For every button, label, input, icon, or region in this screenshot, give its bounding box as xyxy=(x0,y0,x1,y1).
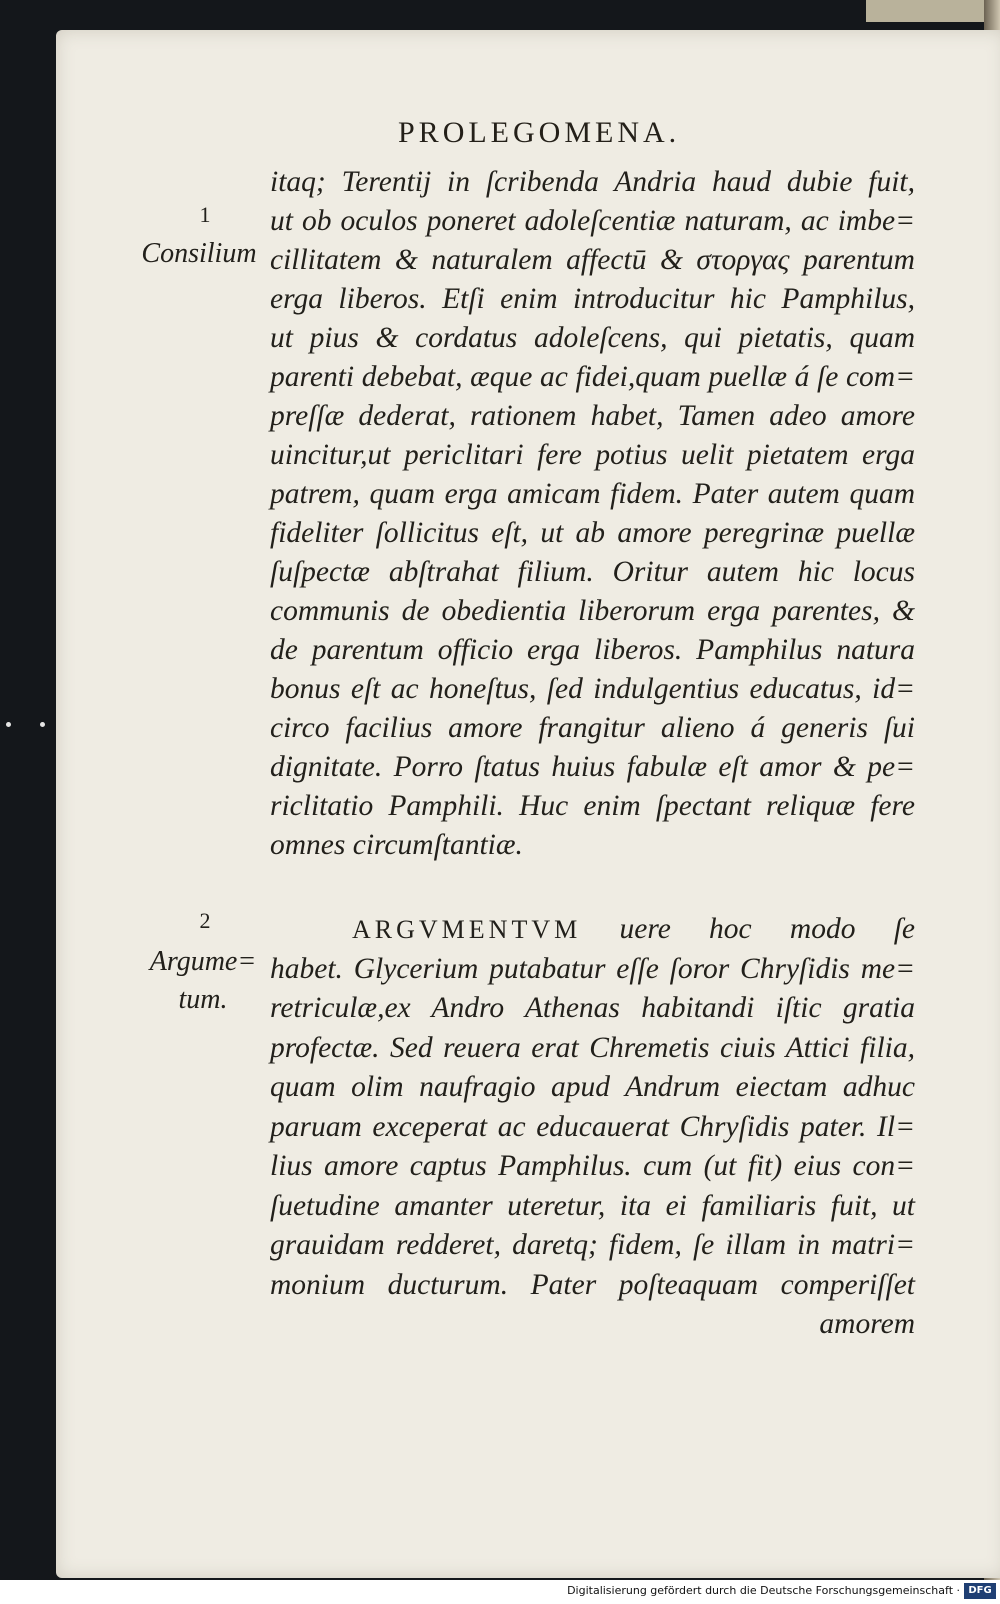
margin-note-number: 1 xyxy=(199,202,211,227)
text-line: ſuetudine amanter uteretur, ita ei familiaris fuit, ut xyxy=(270,1189,915,1222)
text-line: dignitate. Porro ſtatus huius fabulæ eſt amor & pe= xyxy=(270,751,915,783)
text-line: bonus eſt ac honeſtus, ſed indulgentius educatus, id= xyxy=(270,673,915,705)
text-line: riclitatio Pamphili. Huc enim ſpectant reliquæ fere xyxy=(270,790,915,822)
text-line: parenti debebat, æque ac fidei,quam puellæ á ſe com= xyxy=(270,361,915,393)
text-line: fideliter ſollicitus eſt, ut ab amore peregrinæ puellæ xyxy=(270,517,915,549)
margin-note-label: tum. xyxy=(178,984,228,1015)
running-title: PROLEGOMENA. xyxy=(398,116,681,149)
text-line: ut pius & cordatus adoleſcens, qui pietatis, quam xyxy=(270,322,915,354)
text-line: profectæ. Sed reuera erat Chremetis ciuis Attici filia, xyxy=(270,1031,915,1064)
text-line: itaq; Terentij in ſcribenda Andria haud dubie fuit, xyxy=(270,166,915,198)
margin-note-number: 2 xyxy=(199,908,211,933)
text-line: erga liberos. Etſi enim introducitur hic Pamphilus, xyxy=(270,283,915,315)
text-line: grauidam redderet, daretq; fidem, ſe illam in matri= xyxy=(270,1229,915,1261)
margin-note-label: Argume= xyxy=(149,946,257,977)
text-line: paruam exceperat ac educauerat Chryſidis pater. Il= xyxy=(270,1110,915,1143)
scan-edge-scrap xyxy=(866,0,1000,22)
text-line: omnes circumſtantiæ. xyxy=(270,829,523,861)
text-line xyxy=(270,910,915,950)
text-line: de parentum officio erga liberos. Pamphilus natura xyxy=(270,634,915,666)
text-line: circo facilius amore frangitur alieno á generis ſui xyxy=(270,712,915,744)
scan-dot xyxy=(6,722,11,727)
paragraph-consilium xyxy=(270,163,915,865)
text-fragment: uere hoc modo ſe xyxy=(619,913,915,945)
text-line: habet. Glycerium putabatur eſſe ſoror Chryſidis me= xyxy=(270,952,915,985)
text-line: monium ducturum. Pater poſteaquam comperiſſet xyxy=(270,1268,915,1301)
text-line: communis de obedientia liberorum erga parentes, & xyxy=(270,595,915,627)
text-line: patrem, quam erga amicam fidem. Pater autem quam xyxy=(270,478,915,510)
dfg-logo-icon: DFG xyxy=(964,1583,996,1599)
text-line: cillitatem & naturalem affectū & στοργας parentum xyxy=(270,244,915,276)
argumentum-caps: ARGVMENTVM xyxy=(352,915,582,944)
text-line: retriculæ,ex Andro Athenas habitandi iſtic gratia xyxy=(270,992,915,1024)
footer-bar xyxy=(0,1580,1000,1604)
text-line: ſuſpectæ abſtrahat filium. Oritur autem hic locus xyxy=(270,556,915,588)
margin-note-label: Consilium xyxy=(141,238,257,269)
text-line: lius amore captus Pamphilus. cum (ut fit) eius con= xyxy=(270,1150,915,1182)
text-line: ut ob oculos poneret adoleſcentiæ naturam, ac imbe= xyxy=(270,205,915,237)
text-line: preſſæ dederat, rationem habet, Tamen adeo amore xyxy=(270,400,915,432)
catchword: amorem xyxy=(819,1308,915,1340)
paragraph-argumentum xyxy=(270,910,915,1345)
scan-dot xyxy=(40,722,45,727)
text-line: uincitur,ut periclitari fere potius uelit pietatem erga xyxy=(270,439,915,471)
funding-credit: Digitalisierung gefördert durch die Deutsche Forschungsgemeinschaft · xyxy=(567,1584,960,1597)
text-line: quam olim naufragio apud Andrum eiectam adhuc xyxy=(270,1071,915,1103)
